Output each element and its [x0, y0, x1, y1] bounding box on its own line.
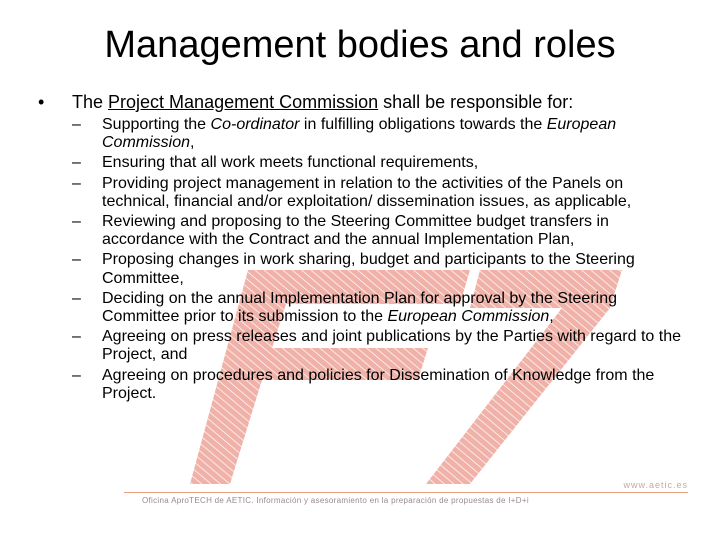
bullet-dot: • [38, 92, 45, 112]
main-bullet-text [72, 90, 573, 114]
list-item-text: Deciding on the annual Implementation Plan for approval by the Steering Committee prior to its submission to the [102, 289, 617, 326]
list-item-text: Co-ordinator [210, 116, 300, 133]
list-item [72, 367, 682, 403]
main-bullet-prefix: The [72, 92, 109, 112]
list-item [72, 251, 682, 287]
dash-bullet: – [72, 251, 81, 269]
list-item-text: European Commission [387, 308, 550, 326]
list-item-text: Agreeing on press releases and joint publications by the Parties with regard to the Project, and [102, 328, 682, 364]
dash-bullet: – [72, 174, 81, 192]
project-management-commission: Project Management Commission [108, 92, 379, 112]
list-item-text: Ensuring that all work meets functional requirements, [102, 154, 479, 172]
footer-url: www.aetic.es [623, 480, 688, 490]
list-item-text: Proposing changes in work sharing, budget and participants to the Steering Committee, [102, 251, 635, 287]
main-bullet-suffix: shall be responsible for: [378, 92, 574, 112]
list-item-text: , [190, 134, 195, 152]
list-item-text: Providing project management in relation to the activities of the Panels on technical, financial and/or exploitation/ dissemination issues, as applicable, [102, 174, 632, 210]
dash-bullet: – [72, 116, 81, 133]
list-item-text: European Commission [102, 116, 617, 152]
list-item-text: Supporting the [102, 116, 211, 133]
responsibilities-list [72, 116, 682, 405]
list-item-text: Reviewing and proposing to the Steering Committee budget transfers in accordance with the Contract and the annual Implementation Plan, [102, 213, 609, 249]
list-item [72, 154, 682, 172]
dash-bullet: – [72, 366, 81, 384]
footer-divider [124, 492, 688, 493]
list-item-text: Agreeing on procedures and policies for Dissemination of Knowledge from the Project. [102, 366, 655, 402]
dash-bullet: – [72, 289, 81, 307]
dash-bullet: – [72, 328, 81, 346]
list-item [72, 116, 682, 152]
list-item-text: , [549, 308, 554, 326]
list-item [72, 213, 682, 249]
dash-bullet: – [72, 154, 81, 172]
list-item [72, 290, 682, 326]
list-item-text: in fulfilling obligations towards the [299, 116, 547, 133]
slide-title: Management bodies and roles [104, 24, 616, 66]
footer-text: Oficina AproTECH de AETIC. Información y asesoramiento en la preparación de propuestas de I+D+i [142, 496, 529, 505]
list-item [72, 328, 682, 364]
list-item [72, 175, 682, 211]
dash-bullet: – [72, 213, 81, 231]
